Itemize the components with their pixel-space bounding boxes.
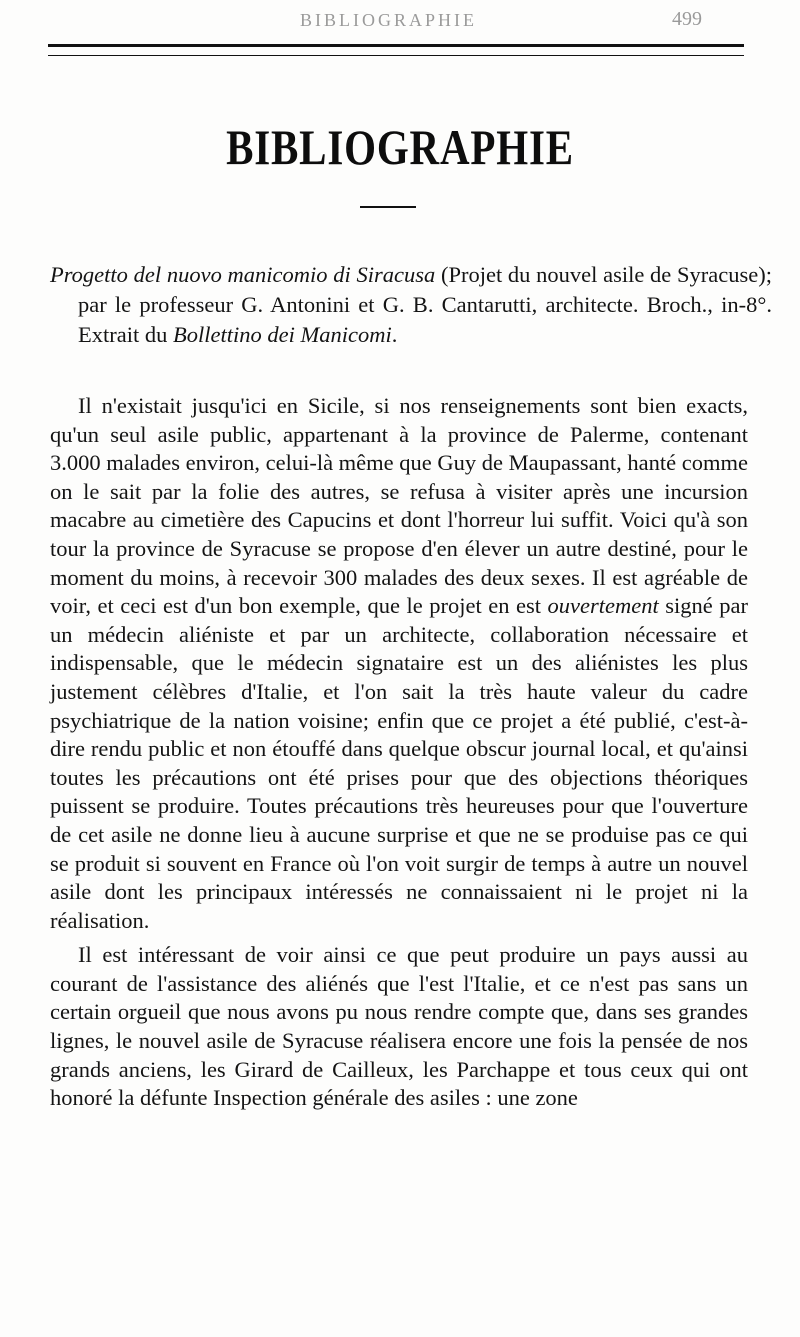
entry-source: Bollettino dei Manicomi bbox=[172, 322, 392, 347]
paragraph-2: Il est intéressant de voir ainsi ce que peut produire un pays aussi au courant de l'assistance des aliénés que l'est l'Italie, et ce n'est pas sans un certain orgueil que nous avons pu nous rendre compte que, dans ses grandes lignes, le nouvel asile de Syracuse réalisera encore une fois la pensée de nos grands anciens, les Girard de Cailleux, les Parchappe et tous ceux qui ont honoré la défunte Inspection générale des asiles : une zone bbox=[50, 942, 748, 1111]
header-double-rule bbox=[48, 44, 744, 56]
heading-divider bbox=[360, 206, 416, 208]
paragraph-1-part-a: Il n'existait jusqu'ici en Sicile, si nos renseignements sont bien exacts, qu'un seul asile public, appartenant à la province de Palerme, contenant 3.000 malades environ, celui-là même que Guy de Maupassant, hanté comme on le sait par la folie des autres, se refusa à visiter après une incursion macabre au cimetière des Capucins et dont l'horreur lui suffit. Voici qu'à son tour la province de Syracuse se propose d'en élever un autre destiné, pour le moment du moins, à recevoir 300 malades des deux sexes. Il est agréable de voir, et ceci est d'un bon exemple, que le projet en est bbox=[50, 393, 748, 619]
bibliographic-entry bbox=[50, 260, 772, 350]
section-heading: BIBLIOGRAPHIE bbox=[226, 119, 574, 175]
page-number: 499 bbox=[672, 8, 702, 30]
paragraph-1-part-b: signé par un médecin aliéniste et par un architecte, collaboration nécessaire et indispensable, que le médecin signataire est un des aliénistes les plus justement célèbres d'Italie, et l'on sait la très haute valeur du cadre psychiatrique de la nation voisine; enfin que ce projet a été publié, c'est-à-dire rendu public et non étouffé dans quelque obscur journal local, et qu'ainsi toutes les précautions ont été prises pour que des objections théoriques puissent se produire. Toutes précautions très heureuses pour que l'ouverture de cet asile ne donne lieu à aucune surprise et que ne se produise pas ce qui se produit si souvent en France où l'on voit surgir de temps à autre un nouvel asile dont les principaux intéressés ne connaissaient ni le projet ni la réalisation. bbox=[50, 593, 748, 933]
running-head-title: BIBLIOGRAPHIE bbox=[300, 10, 477, 30]
entry-description: (Projet du nouvel asile de Syracuse); par le professeur G. Antonini et G. B. Cantarutti, architecte. Broch., in-8°. Extrait du bbox=[78, 262, 772, 347]
review-body bbox=[50, 392, 748, 1113]
entry-title: Progetto del nuovo manicomio di Siracusa bbox=[50, 262, 436, 287]
paragraph-1-emphasis: ouvertement bbox=[547, 593, 659, 619]
running-head bbox=[0, 4, 800, 34]
entry-end: . bbox=[391, 322, 398, 347]
paragraph-1 bbox=[50, 392, 748, 935]
